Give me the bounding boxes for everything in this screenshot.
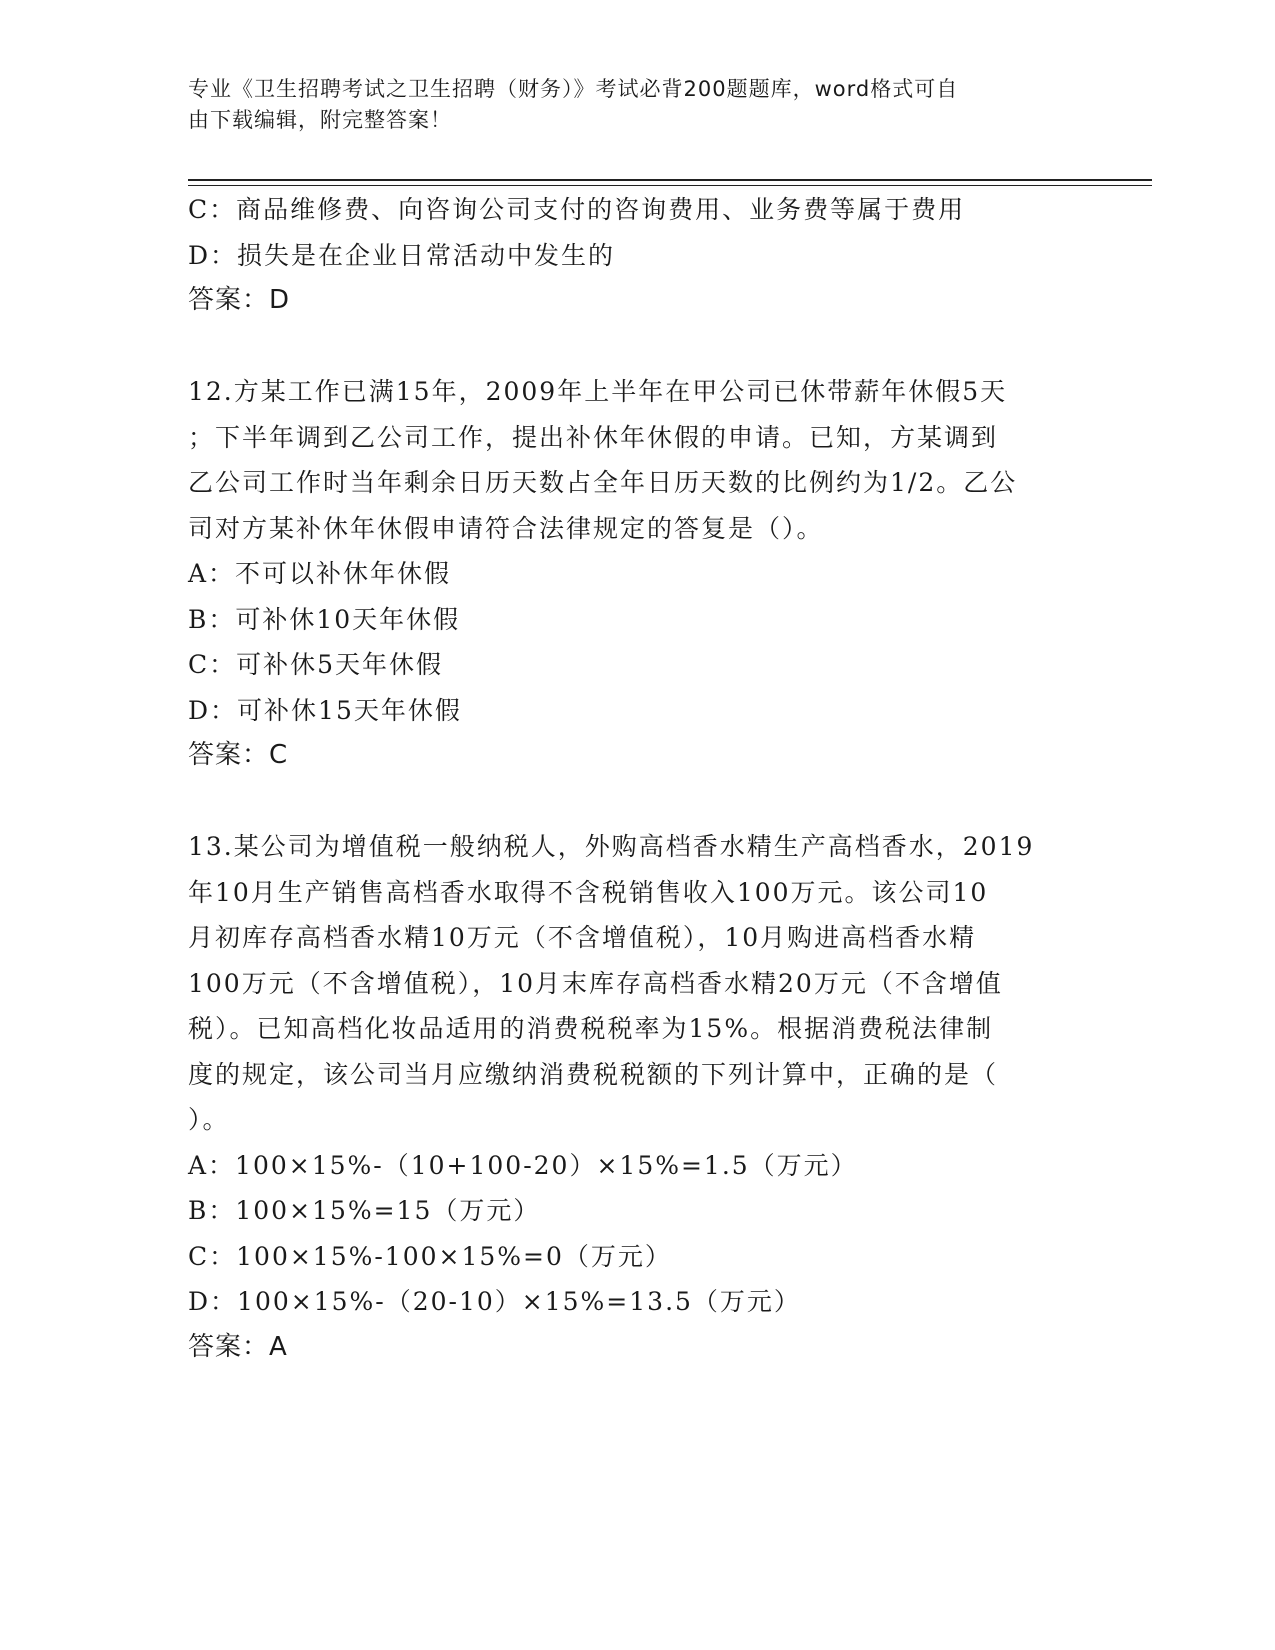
option-b: B：可补休10天年休假 — [188, 604, 461, 634]
document-body — [188, 187, 1088, 1370]
answer: 答案：D — [188, 285, 291, 315]
document-header — [188, 74, 1068, 136]
option-d: D：100×15%-（20-10）×15%=13.5（万元） — [188, 1287, 801, 1316]
header-line-1: 专业《卫生招聘考试之卫生招聘（财务）》考试必背200题题库，word格式可自 — [188, 77, 959, 101]
question-text-line: ；下半年调到乙公司工作，提出补休年休假的申请。已知，方某调到 — [188, 422, 999, 452]
answer: 答案：C — [188, 740, 289, 770]
question-text-line: 司对方某补休年休假申请符合法律规定的答复是（）。 — [188, 513, 824, 543]
option-a: A：不可以补休年休假 — [188, 559, 452, 588]
question-text-line: 100万元（不含增值税），10月末库存高档香水精20万元（不含增值 — [188, 968, 1003, 998]
question-text-line: 度的规定，该公司当月应缴纳消费税税额的下列计算中，正确的是（ — [188, 1059, 999, 1089]
option-c: C：100×15%-100×15%=0（万元） — [188, 1241, 672, 1271]
question-text-line: 12.方某工作已满15年，2009年上半年在甲公司已休带薪年休假5天 — [188, 377, 1008, 406]
question-text-line: 乙公司工作时当年剩余日历天数占全年日历天数的比例约为1/2。乙公 — [188, 468, 1018, 497]
option-b: B：100×15%=15（万元） — [188, 1196, 541, 1225]
option-d: D：损失是在企业日常活动中发生的 — [188, 240, 616, 270]
header-divider-thin — [188, 185, 1152, 186]
answer: 答案：A — [188, 1331, 288, 1362]
question-text-line: 税）。已知高档化妆品适用的消费税税率为15%。根据消费税法律制 — [188, 1014, 994, 1043]
previous-question — [188, 187, 1088, 324]
spacer — [188, 779, 1088, 825]
question-text-line: 13.某公司为增值税一般纳税人，外购高档香水精生产高档香水，2019 — [188, 832, 1035, 861]
option-d: D：可补休15天年休假 — [188, 695, 462, 725]
option-c: C：商品维修费、向咨询公司支付的咨询费用、业务费等属于费用 — [188, 195, 966, 224]
question-12 — [188, 369, 1088, 779]
option-a: A：100×15%-（10+100-20）×15%=1.5（万元） — [188, 1150, 858, 1180]
question-text-line: 月初库存高档香水精10万元（不含增值税），10月购进高档香水精 — [188, 923, 977, 952]
option-c: C：可补休5天年休假 — [188, 650, 444, 679]
question-text-line: ）。 — [188, 1105, 230, 1134]
question-13 — [188, 824, 1088, 1370]
header-divider-thick — [188, 179, 1152, 181]
header-line-2: 由下载编辑，附完整答案！ — [188, 108, 452, 132]
spacer — [188, 324, 1088, 370]
question-text-line: 年10月生产销售高档香水取得不含税销售收入100万元。该公司10 — [188, 877, 989, 907]
